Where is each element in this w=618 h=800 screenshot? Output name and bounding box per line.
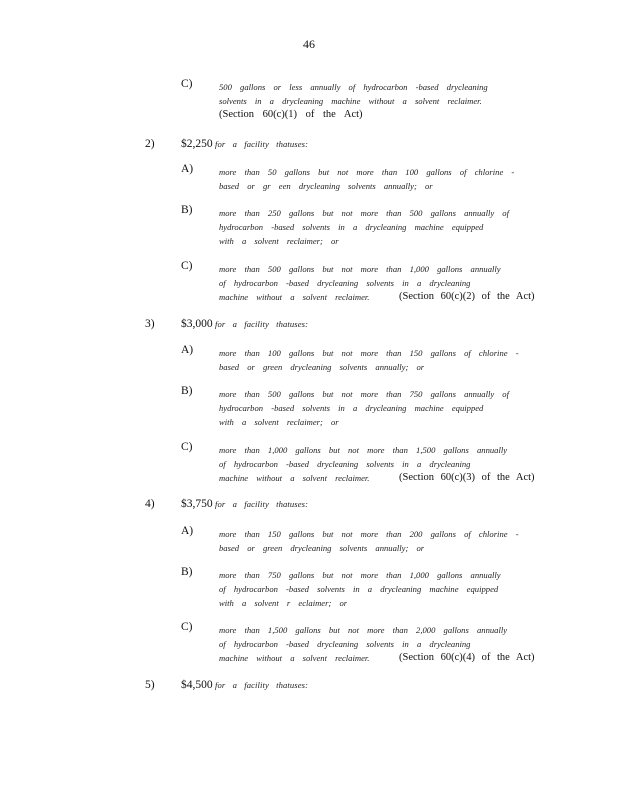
text-line: based or gr een drycleaning solvents annually; or: [219, 181, 433, 191]
text-line: hydrocarbon -based solvents in a drycleaning machine equipped: [219, 222, 484, 232]
text-line: more than 100 gallons but not more than 150 gallons of chlorine -: [219, 348, 519, 358]
subitem-text: [219, 568, 539, 610]
item-number: 5): [145, 679, 155, 691]
subitem-text: [219, 206, 539, 248]
fee-amount: $4,500: [181, 679, 213, 691]
subitem-letter: C): [181, 78, 193, 90]
subitem-text: [219, 387, 539, 429]
item-intro: for a facility thatuses:: [215, 139, 309, 149]
subitem-text: [219, 623, 539, 665]
text-line: 500 gallons or less annually of hydrocarbon -based drycleaning: [219, 82, 488, 92]
text-line: with a solvent reclaimer; or: [219, 417, 339, 427]
text-line: of hydrocarbon -based drycleaning solvents in a drycleaning: [219, 278, 471, 288]
text-line: machine without a solvent reclaimer. (Section 60(c)(3) of the Act): [219, 472, 535, 483]
item-intro: for a facility thatuses:: [215, 319, 309, 329]
subitem-letter: C): [181, 621, 193, 633]
fee-amount: $2,250: [181, 138, 213, 150]
fee-amount: $3,750: [181, 498, 213, 510]
section-citation: (Section 60(c)(3) of the Act): [399, 472, 535, 483]
fee-amount: $3,000: [181, 318, 213, 330]
subitem-letter: B): [181, 566, 193, 578]
text-line: of hydrocarbon -based solvents in a drycleaning machine equipped: [219, 584, 499, 594]
section-citation: (Section 60(c)(4) of the Act): [399, 652, 535, 663]
item-number: 2): [145, 138, 155, 150]
text-line: more than 500 gallons but not more than 750 gallons annually of: [219, 389, 509, 399]
item-intro: for a facility thatuses:: [215, 499, 309, 509]
subitem-letter: B): [181, 204, 193, 216]
subitem-text: [219, 527, 539, 555]
text-line: machine without a solvent reclaimer. (Section 60(c)(4) of the Act): [219, 652, 535, 663]
text-line: more than 50 gallons but not more than 100 gallons of chlorine -: [219, 167, 515, 177]
text-line: based or green drycleaning solvents annually; or: [219, 543, 425, 553]
subitem-text: [219, 80, 539, 122]
subitem-letter: A): [181, 344, 194, 356]
text-line: of hydrocarbon -based drycleaning solvents in a drycleaning: [219, 459, 471, 469]
page-number: 46: [303, 37, 315, 51]
text-line: solvents in a drycleaning machine without a solvent reclaimer.: [219, 96, 482, 106]
text-line: more than 250 gallons but not more than 500 gallons annually of: [219, 208, 509, 218]
text-line: more than 1,000 gallons but not more than 1,500 gallons annually: [219, 445, 508, 455]
section-citation: (Section 60(c)(2) of the Act): [399, 291, 535, 302]
text-line: hydrocarbon -based solvents in a drycleaning machine equipped: [219, 403, 484, 413]
text-line: machine without a solvent reclaimer. (Section 60(c)(2) of the Act): [219, 291, 535, 302]
text-line: more than 500 gallons but not more than 1,000 gallons annually: [219, 264, 501, 274]
subitem-letter: A): [181, 525, 194, 537]
text-line: more than 150 gallons but not more than 200 gallons of chlorine -: [219, 529, 519, 539]
subitem-letter: A): [181, 163, 194, 175]
item-intro: for a facility thatuses:: [215, 680, 309, 690]
item-number: 4): [145, 498, 155, 510]
subitem-text: [219, 443, 539, 485]
subitem-letter: B): [181, 385, 193, 397]
text-line: with a solvent r eclaimer; or: [219, 598, 348, 608]
text-line: of hydrocarbon -based drycleaning solvents in a drycleaning: [219, 639, 471, 649]
subitem-text: [219, 262, 539, 304]
text-line: with a solvent reclaimer; or: [219, 236, 339, 246]
text-line: more than 750 gallons but not more than 1,000 gallons annually: [219, 570, 501, 580]
subitem-text: [219, 165, 539, 193]
subitem-letter: C): [181, 441, 193, 453]
text-line: more than 1,500 gallons but not more than 2,000 gallons annually: [219, 625, 508, 635]
subitem-text: [219, 346, 539, 374]
item-number: 3): [145, 318, 155, 330]
subitem-letter: C): [181, 260, 193, 272]
text-line: based or green drycleaning solvents annually; or: [219, 362, 425, 372]
section-citation: (Section 60(c)(1) of the Act): [219, 109, 363, 120]
